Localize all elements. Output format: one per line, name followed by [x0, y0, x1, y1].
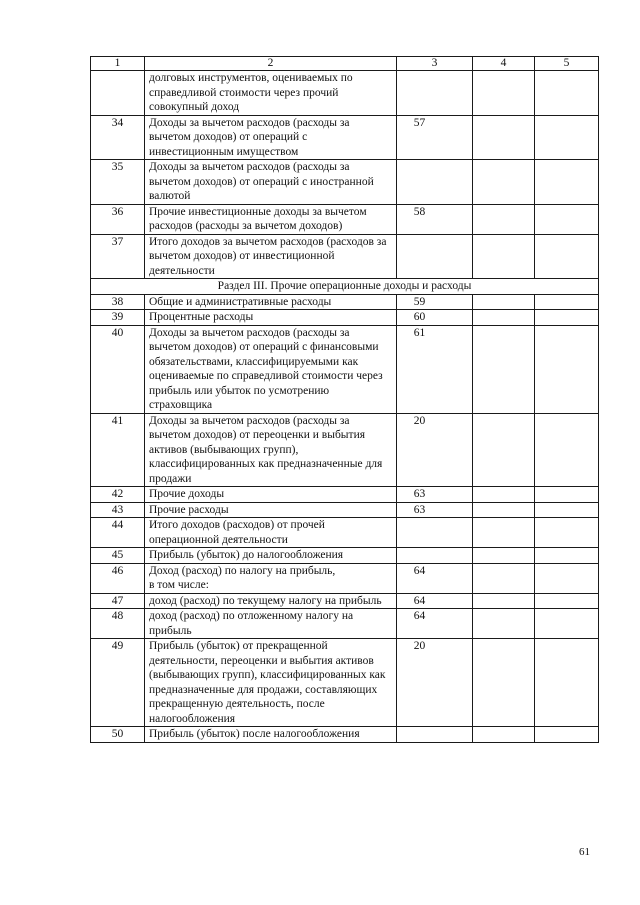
row-note-cell: 60 [397, 310, 473, 326]
row-value-cell-5 [535, 160, 599, 205]
page-number: 61 [579, 846, 590, 858]
row-description-cell: Итого доходов за вычетом расходов (расходов за вычетом доходов) от инвестиционной деятельности [145, 234, 397, 279]
row-description-cell: Доходы за вычетом расходов (расходы за вычетом доходов) от операций с финансовыми обязательствами, классифицируемыми как оцениваемые по справедливой стоимости через прибыль или убыток по усмотрению страховщика [145, 325, 397, 413]
row-note-cell: 64 [397, 563, 473, 593]
table-row [91, 310, 599, 326]
row-description-cell: Доход (расход) по налогу на прибыль, в том числе: [145, 563, 397, 593]
row-value-cell-5 [535, 563, 599, 593]
table-row [91, 502, 599, 518]
row-number-cell: 39 [91, 310, 145, 326]
row-number-cell: 46 [91, 563, 145, 593]
table-row [91, 487, 599, 503]
row-note-cell: 63 [397, 502, 473, 518]
row-value-cell-4 [473, 593, 535, 609]
row-value-cell-4 [473, 727, 535, 743]
table-row [91, 160, 599, 205]
row-value-cell-5 [535, 487, 599, 503]
row-value-cell-4 [473, 160, 535, 205]
table-row [91, 115, 599, 160]
table-row [91, 548, 599, 564]
row-description-cell: Прочие доходы [145, 487, 397, 503]
row-value-cell-4 [473, 310, 535, 326]
row-description-cell: Доходы за вычетом расходов (расходы за вычетом доходов) от операций с иностранной валютой [145, 160, 397, 205]
row-number-cell: 40 [91, 325, 145, 413]
table-row [91, 639, 599, 727]
row-note-cell: 59 [397, 294, 473, 310]
table-row [91, 325, 599, 413]
column-header-5: 5 [535, 57, 599, 71]
table-row [91, 593, 599, 609]
row-value-cell-5 [535, 639, 599, 727]
row-value-cell-4 [473, 204, 535, 234]
row-value-cell-4 [473, 502, 535, 518]
row-note-cell [397, 518, 473, 548]
row-value-cell-4 [473, 518, 535, 548]
section-title: Раздел III. Прочие операционные доходы и расходы [91, 279, 599, 295]
row-number-cell: 34 [91, 115, 145, 160]
report-table [90, 56, 599, 743]
table-row [91, 727, 599, 743]
row-note-cell: 63 [397, 487, 473, 503]
column-header-1: 1 [91, 57, 145, 71]
row-number-cell: 49 [91, 639, 145, 727]
row-number-cell: 43 [91, 502, 145, 518]
row-description-cell: Итого доходов (расходов) от прочей операционной деятельности [145, 518, 397, 548]
row-description-cell: Процентные расходы [145, 310, 397, 326]
row-number-cell: 50 [91, 727, 145, 743]
row-note-cell: 57 [397, 115, 473, 160]
row-value-cell-4 [473, 294, 535, 310]
row-value-cell-4 [473, 609, 535, 639]
row-value-cell-5 [535, 234, 599, 279]
row-value-cell-4 [473, 413, 535, 487]
row-note-cell [397, 727, 473, 743]
row-number-cell: 38 [91, 294, 145, 310]
row-value-cell-4 [473, 548, 535, 564]
row-value-cell-5 [535, 325, 599, 413]
row-note-cell: 61 [397, 325, 473, 413]
table-row [91, 609, 599, 639]
row-value-cell-5 [535, 413, 599, 487]
table-row [91, 234, 599, 279]
row-description-cell: Прибыль (убыток) после налогообложения [145, 727, 397, 743]
row-description-cell: доход (расход) по отложенному налогу на прибыль [145, 609, 397, 639]
row-number-cell: 48 [91, 609, 145, 639]
row-note-cell: 64 [397, 609, 473, 639]
row-value-cell-4 [473, 325, 535, 413]
row-value-cell-5 [535, 71, 599, 116]
row-number-cell: 42 [91, 487, 145, 503]
row-value-cell-5 [535, 727, 599, 743]
row-value-cell-5 [535, 115, 599, 160]
row-description-cell: Прибыль (убыток) до налогообложения [145, 548, 397, 564]
row-number-cell: 45 [91, 548, 145, 564]
row-note-cell [397, 234, 473, 279]
row-note-cell: 58 [397, 204, 473, 234]
row-number-cell: 41 [91, 413, 145, 487]
row-value-cell-5 [535, 593, 599, 609]
row-description-cell: Доходы за вычетом расходов (расходы за вычетом доходов) от операций с инвестиционным имуществом [145, 115, 397, 160]
column-header-3: 3 [397, 57, 473, 71]
row-value-cell-4 [473, 71, 535, 116]
row-value-cell-4 [473, 234, 535, 279]
table-row [91, 71, 599, 116]
row-note-cell [397, 160, 473, 205]
section-header-row [91, 279, 599, 295]
row-description-cell: Доходы за вычетом расходов (расходы за вычетом доходов) от переоценки и выбытия активов (выбывающих групп), классифицированных как предназначенные для продажи [145, 413, 397, 487]
row-description-cell: доход (расход) по текущему налогу на прибыль [145, 593, 397, 609]
row-description-cell: Прочие инвестиционные доходы за вычетом расходов (расходы за вычетом доходов) [145, 204, 397, 234]
row-number-cell: 37 [91, 234, 145, 279]
row-number-cell: 44 [91, 518, 145, 548]
row-note-cell [397, 548, 473, 564]
table-row [91, 413, 599, 487]
row-description-cell: Прочие расходы [145, 502, 397, 518]
row-value-cell-5 [535, 609, 599, 639]
row-value-cell-4 [473, 639, 535, 727]
row-description-cell: Прибыль (убыток) от прекращенной деятельности, переоценки и выбытия активов (выбывающих групп), классифицированных как предназначенные для продажи, составляющих прекращенную деятельность, после налогообложения [145, 639, 397, 727]
row-value-cell-5 [535, 204, 599, 234]
table-row [91, 204, 599, 234]
row-value-cell-5 [535, 294, 599, 310]
row-number-cell: 47 [91, 593, 145, 609]
row-note-cell: 20 [397, 413, 473, 487]
row-value-cell-4 [473, 487, 535, 503]
row-value-cell-5 [535, 310, 599, 326]
row-note-cell [397, 71, 473, 116]
row-number-cell: 36 [91, 204, 145, 234]
row-number-cell [91, 71, 145, 116]
table-row [91, 294, 599, 310]
row-note-cell: 64 [397, 593, 473, 609]
table-row [91, 518, 599, 548]
row-value-cell-5 [535, 548, 599, 564]
row-description-cell: Общие и административные расходы [145, 294, 397, 310]
column-header-row [91, 57, 599, 71]
table-body [91, 57, 599, 743]
table-row [91, 563, 599, 593]
row-number-cell: 35 [91, 160, 145, 205]
row-value-cell-4 [473, 115, 535, 160]
row-note-cell: 20 [397, 639, 473, 727]
row-value-cell-5 [535, 502, 599, 518]
column-header-2: 2 [145, 57, 397, 71]
row-description-cell: долговых инструментов, оцениваемых по справедливой стоимости через прочий совокупный доход [145, 71, 397, 116]
row-value-cell-4 [473, 563, 535, 593]
row-value-cell-5 [535, 518, 599, 548]
column-header-4: 4 [473, 57, 535, 71]
